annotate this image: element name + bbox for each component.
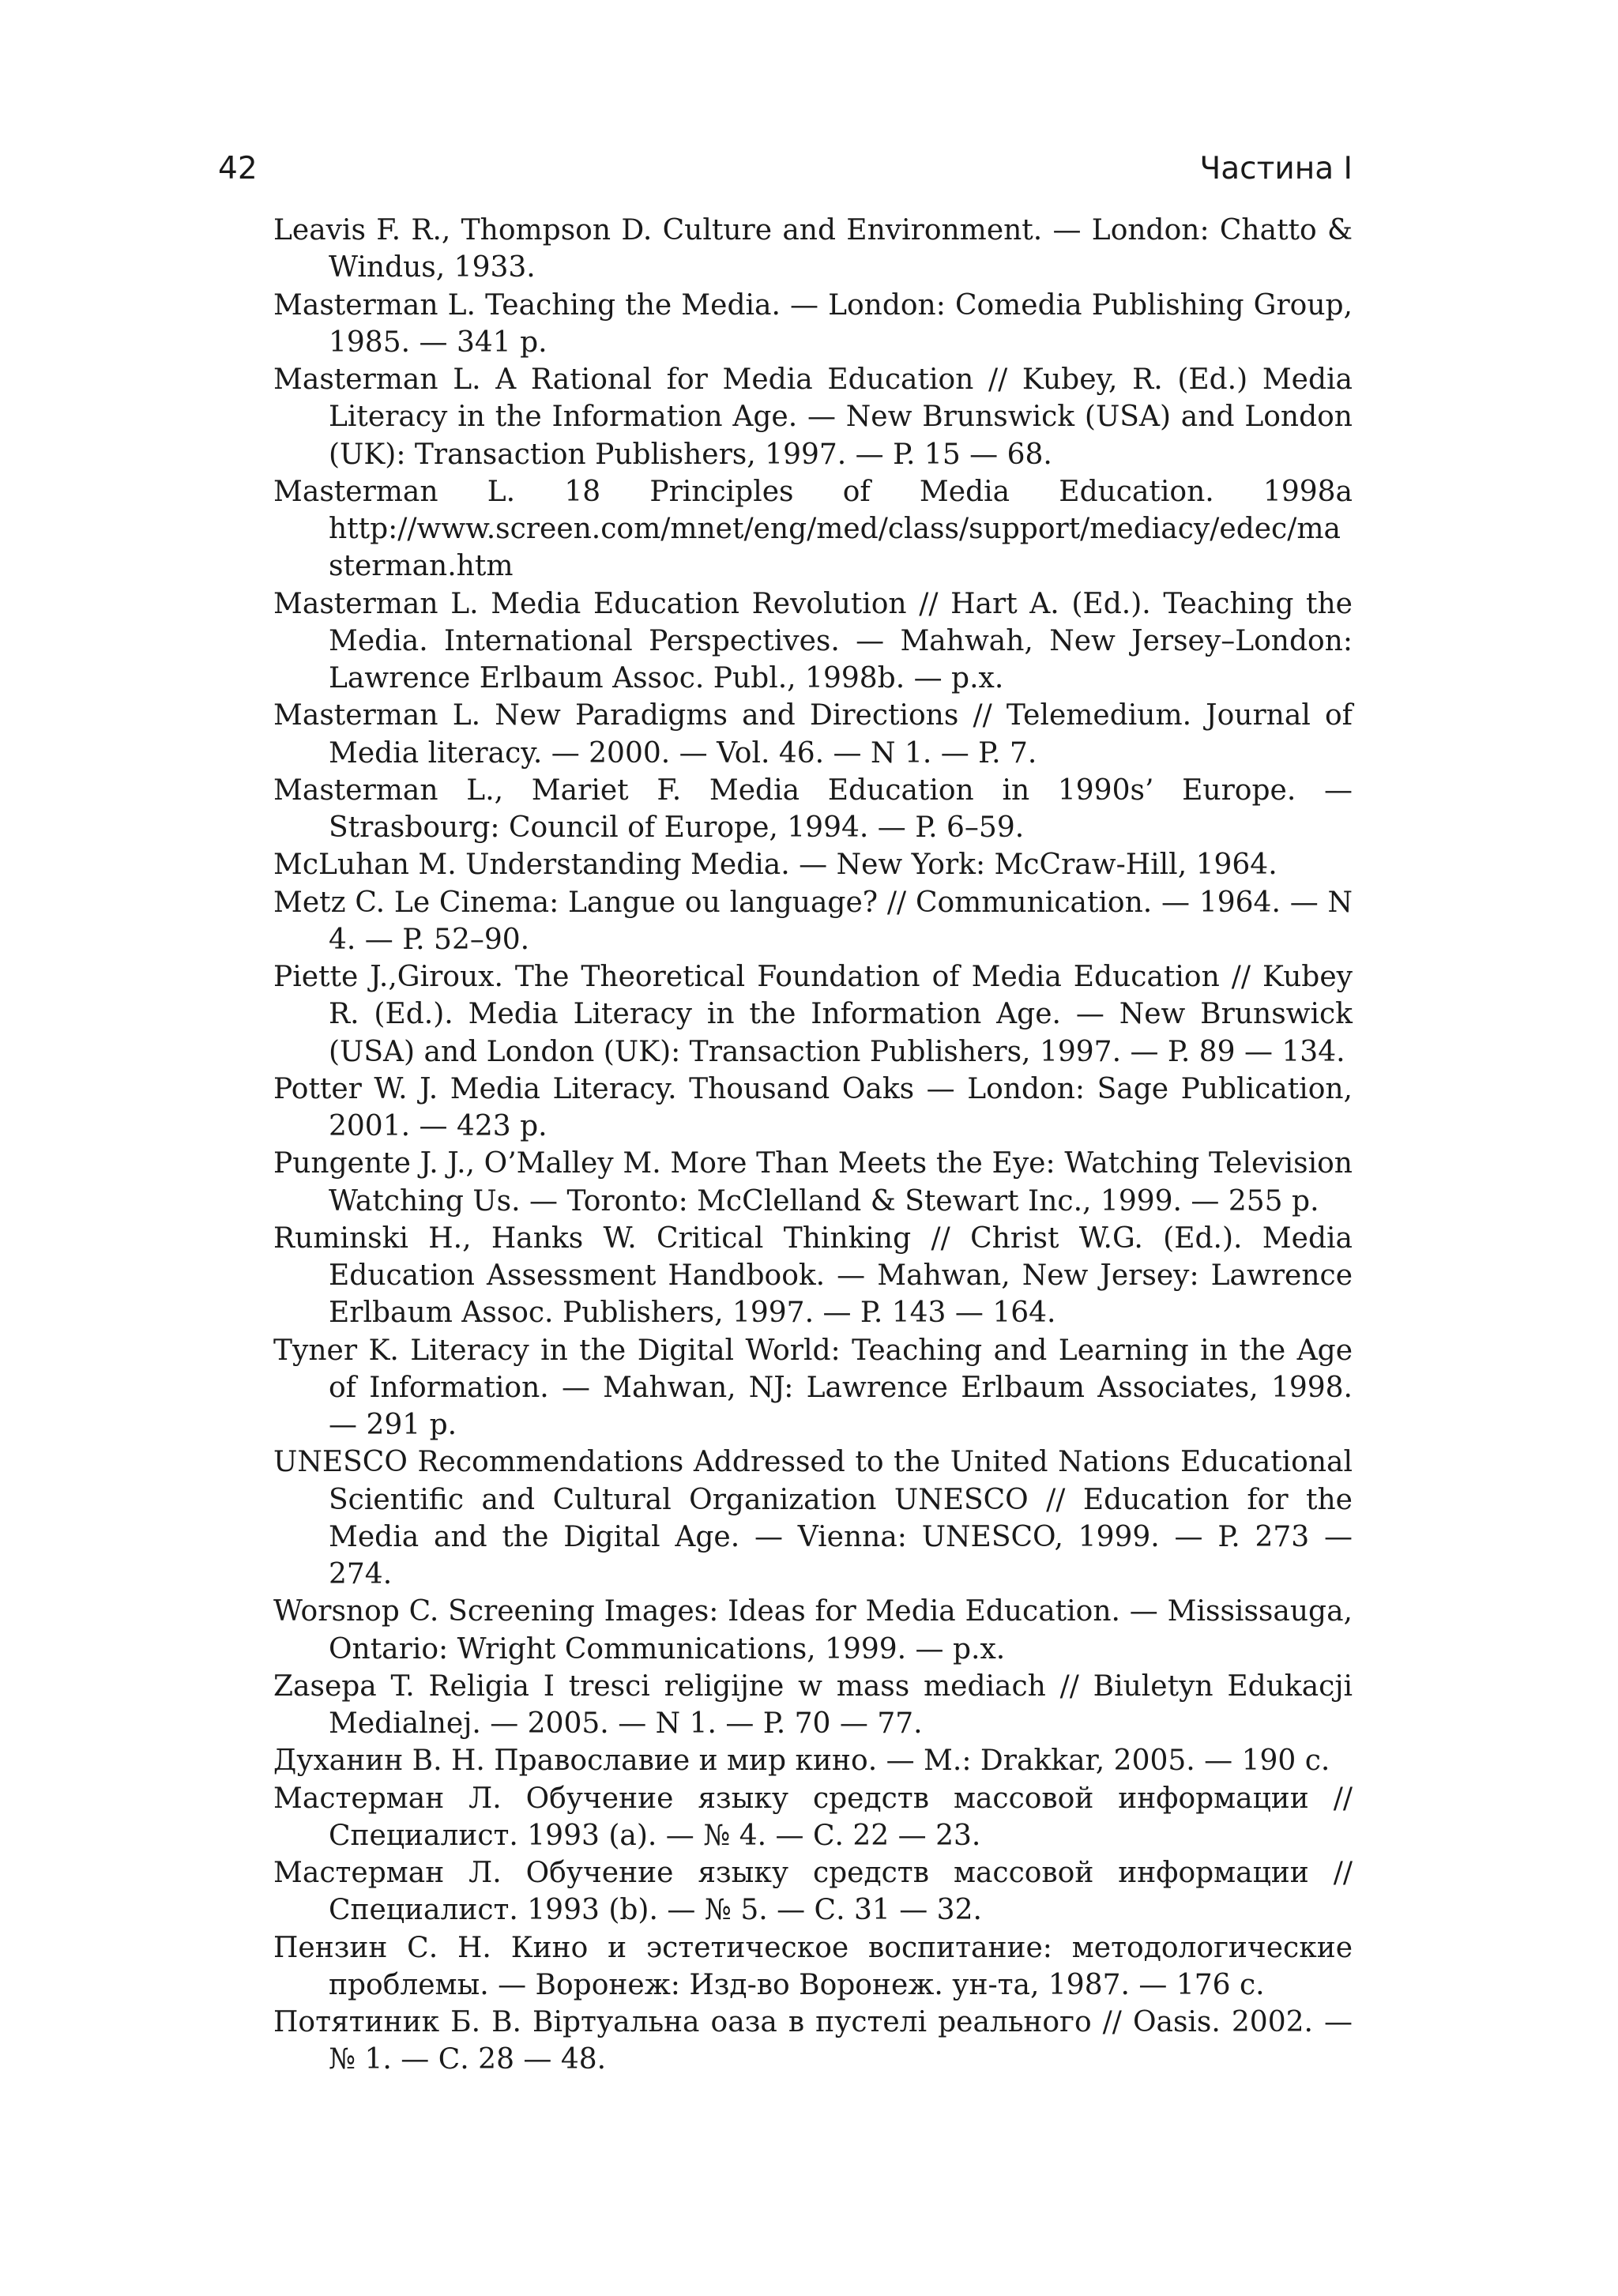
reference-entry: Мастерман Л. Обучение языку средств массовой информации // Специалист. 1993 (a). — № 4. — С. 22 — 23. (273, 1782, 1353, 1852)
reference-entry: Духанин В. Н. Православие и мир кино. — М.: Drakkar, 2005. — 190 с. (273, 1745, 1330, 1778)
reference-entry: Ruminski H., Hanks W. Critical Thinking // Christ W.G. (Ed.). Media Education Assessment Handbook. — Mahwan, New Jersey: Lawrence Erlbaum Assoc. Publishers, 1997. — P. 143 — 164. (273, 1221, 1353, 1330)
reference-entry: Masterman L. Teaching the Media. — London: Comedia Publishing Group, 1985. — 341 p. (273, 288, 1353, 359)
reference-entry: Masterman L. 18 Principles of Media Education. 1998a http://www.screen.com/mnet/eng/med/class/support/mediacy/edec/masterman.htm (273, 475, 1353, 583)
reference-entry: Мастерман Л. Обучение языку средств массовой информации // Специалист. 1993 (b). — № 5. — С. 31 — 32. (273, 1857, 1353, 1927)
reference-entry: Zasepa T. Religia I tresci religijne w mass mediach // Biuletyn Edukacji Medialnej. — 2005. — N 1. — P. 70 — 77. (273, 1669, 1353, 1740)
reference-entry: Tyner K. Literacy in the Digital World: Teaching and Learning in the Age of Information. — Mahwan, NJ: Lawrence Erlbaum Associates, 1998. — 291 p. (273, 1334, 1353, 1441)
reference-entry: Pungente J. J., O’Malley M. More Than Meets the Eye: Watching Television Watching Us. — Toronto: McClelland & Stewart Inc., 1999. — 255 p. (273, 1147, 1353, 1218)
reference-entry: Potter W. J. Media Literacy. Thousand Oaks — London: Sage Publication, 2001. — 423 p. (273, 1072, 1353, 1142)
reference-entry: UNESCO Recommendations Addressed to the United Nations Educational Scientific and Cultural Organization UNESCO // Education for the Media and the Digital Age. — Vienna: UNESCO, 1999. — P. 273 — 274. (273, 1446, 1353, 1590)
reference-entry: Masterman L. New Paradigms and Directions // Telemedium. Journal of Media literacy. — 2000. — Vol. 46. — N 1. — P. 7. (273, 699, 1353, 770)
reference-entry: Piette J.,Giroux. The Theoretical Foundation of Media Education // Kubey R. (Ed.). Media Literacy in the Information Age. — New Brunswick (USA) and London (UK): Transaction Publishers, 1997. — P. 89 — 134. (273, 961, 1353, 1068)
reference-entry: Metz C. Le Cinema: Langue ou language? // Communication. — 1964. — N 4. — P. 52–90. (273, 886, 1353, 956)
reference-entry: Пензин С. Н. Кино и эстетическое воспитание: методологические проблемы. — Воронеж: Изд-во Воронеж. ун-та, 1987. — 176 с. (273, 1931, 1353, 2001)
reference-entry: Leavis F. R., Thompson D. Culture and Environment. — London: Chatto & Windus, 1933. (273, 214, 1353, 284)
reference-entry: Masterman L. A Rational for Media Education // Kubey, R. (Ed.) Media Literacy in the Information Age. — New Brunswick (USA) and London (UK): Transaction Publishers, 1997. — P. 15 — 68. (273, 363, 1353, 471)
page-header (218, 147, 1353, 191)
reference-entry: Worsnop C. Screening Images: Ideas for Media Education. — Mississauga, Ontario: Wright Communications, 1999. — p.x. (273, 1595, 1353, 1666)
reference-entry: McLuhan M. Understanding Media. — New York: McCraw-Hill, 1964. (273, 849, 1277, 882)
reference-entry: Потятиник Б. В. Віртуальна оаза в пустелі реального // Oasis. 2002. — № 1. — С. 28 — 48. (273, 2006, 1353, 2076)
page-number: 42 (218, 151, 258, 186)
running-section-title: Частина I (1199, 151, 1353, 186)
reference-entry: Masterman L. Media Education Revolution // Hart A. (Ed.). Teaching the Media. International Perspectives. — Mahwah, New Jersey–London: Lawrence Erlbaum Assoc. Publ., 1998b. — p.x. (273, 587, 1353, 694)
reference-list (273, 212, 1353, 2079)
reference-entry: Masterman L., Mariet F. Media Education in 1990s’ Europe. — Strasbourg: Council of Europe, 1994. — P. 6–59. (273, 773, 1353, 844)
